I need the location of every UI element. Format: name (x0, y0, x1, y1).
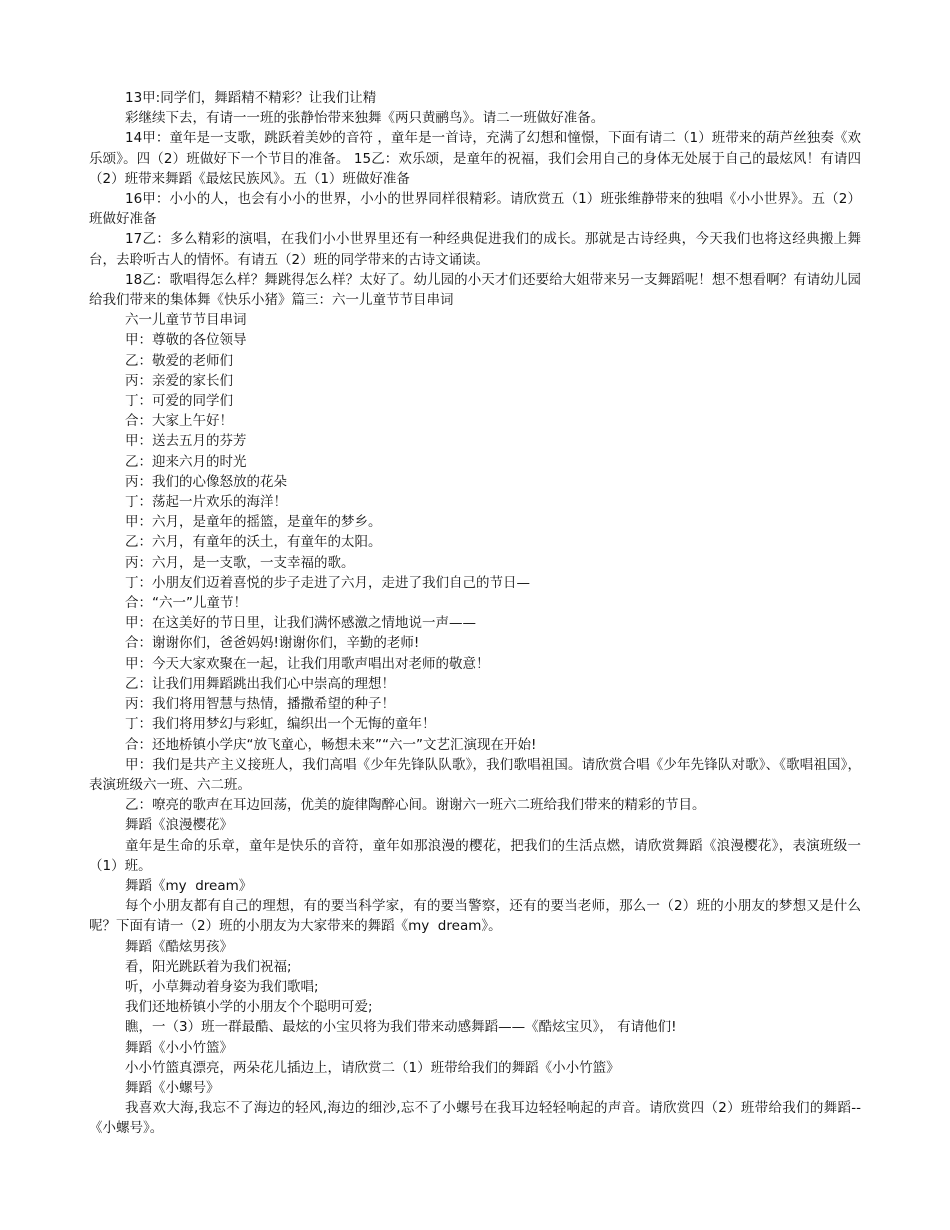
program-title: 舞蹈《小小竹篮》 (125, 1039, 233, 1056)
document-body (89, 88, 861, 1139)
paragraph: 每个小朋友都有自己的理想，有的要当科学家，有的要当警察，还有的要当老师，那么一（2）班的小朋友的梦想又是什么呢？下面有请一（2）班的小朋友为大家带来的舞蹈《my dream》。 (89, 898, 861, 935)
paragraph: 17乙：多么精彩的演唱，在我们小小世界里还有一种经典促进我们的成长。那就是古诗经典，今天我们也将这经典搬上舞台，去聆听古人的情怀。有请五（2）班的同学带来的古诗文诵读。 (89, 231, 861, 268)
paragraph: 童年是生命的乐章，童年是快乐的音符，童年如那浪漫的樱花，把我们的生活点燃，请欣赏舞蹈《浪漫樱花》，表演班级一（1）班。 (89, 837, 861, 874)
paragraph: 看，阳光跳跃着为我们祝福; (125, 958, 292, 975)
script-line: 甲：尊敬的各位领导 (125, 332, 247, 349)
paragraph: 小小竹篮真漂亮，两朵花儿插边上，请欣赏二（1）班带给我们的舞蹈《小小竹篮》 (125, 1059, 620, 1076)
paragraph: 听，小草舞动着身姿为我们歌唱; (125, 978, 319, 995)
paragraph: 16甲：小小的人，也会有小小的世界，小小的世界同样很精彩。请欣赏五（1）班张维静带来的独唱《小小世界》。五（2）班做好准备 (89, 191, 861, 228)
script-line: 乙：迎来六月的时光 (125, 453, 247, 470)
script-line: 丙：我们将用智慧与热情，播撒希望的种子！ (125, 696, 395, 713)
paragraph: 13甲:同学们，舞蹈精不精彩？让我们让精 (125, 90, 377, 106)
script-line: 丁：可爱的同学们 (125, 393, 233, 410)
paragraph: 18乙：歌唱得怎么样？舞跳得怎么样？太好了。幼儿园的小天才们还要给大姐带来另一支舞蹈呢！想不想看啊？有请幼儿园给我们带来的集体舞《快乐小猪》篇三：六一儿童节节目串词 (89, 271, 861, 309)
script-line: 丙：六月，是一支歌，一支幸福的歌。 (125, 554, 355, 571)
script-line: 丁：我们将用梦幻与彩虹，编织出一个无悔的童年！ (125, 716, 436, 733)
section-heading: 六一儿童节节目串词 (125, 312, 247, 329)
script-line: 丙：我们的心像怒放的花朵 (125, 473, 287, 490)
script-line: 合：“六一”儿童节！ (125, 595, 247, 612)
script-line: 丙：亲爱的家长们 (125, 372, 233, 389)
script-line: 甲：今天大家欢聚在一起，让我们用歌声唱出对老师的敬意！ (125, 655, 490, 672)
paragraph: 我们还地桥镇小学的小朋友个个聪明可爱; (125, 999, 373, 1016)
script-line: 丁：荡起一片欢乐的海洋！ (125, 494, 287, 511)
script-line: 合：还地桥镇小学庆“放飞童心，畅想未来”“六一”文艺汇演现在开始! (125, 736, 537, 753)
script-line: 乙：嘹亮的歌声在耳边回荡，优美的旋律陶醉心间。谢谢六一班六二班给我们带来的精彩的节目。 (125, 797, 706, 814)
script-line: 乙：敬爱的老师们 (125, 352, 233, 369)
script-line: 甲：我们是共产主义接班人，我们高唱《少年先锋队队歌》，我们歌唱祖国。请欣赏合唱《少年先锋队对歌》、《歌唱祖国》，表演班级六一班、六二班。 (89, 756, 861, 793)
paragraph: 瞧，一（3）班一群最酷、最炫的小宝贝将为我们带来动感舞蹈——《酷炫宝贝》， 有请他们! (125, 1019, 677, 1036)
paragraph: 我喜欢大海,我忘不了海边的轻风,海边的细沙,忘不了小螺号在我耳边轻轻响起的声音。请欣赏四（2）班带给我们的舞蹈--《小螺号》。 (89, 1100, 861, 1137)
script-line: 乙：让我们用舞蹈跳出我们心中崇高的理想！ (125, 675, 395, 692)
script-line: 合：谢谢你们，爸爸妈妈!谢谢你们，辛勤的老师! (125, 635, 420, 652)
program-title: 舞蹈《小螺号》 (125, 1079, 220, 1096)
paragraph: 彩继续下去，有请一一班的张静怡带来独舞《两只黄鹂鸟》。请二一班做好准备。 (125, 110, 605, 127)
program-title: 舞蹈《酷炫男孩》 (125, 938, 233, 955)
script-line: 甲：在这美好的节日里，让我们满怀感激之情地说一声—— (125, 615, 476, 632)
paragraph: 14甲：童年是一支歌，跳跃着美妙的音符 ，童年是一首诗，充满了幻想和憧憬，下面有请二（1）班带来的葫芦丝独奏《欢乐颂》。四（2）班做好下一个节目的准备。 15乙：欢乐颂，是童年的祝福，我们会用自己的身体无处展于自己的最炫风！有请四（2）班带来舞蹈《最炫民族风》。五（1）班做好准备 (89, 130, 861, 187)
program-title: 舞蹈《浪漫樱花》 (125, 817, 233, 834)
program-title: 舞蹈《my dream》 (125, 877, 253, 894)
script-line: 乙：六月，有童年的沃土，有童年的太阳。 (125, 534, 382, 551)
script-line: 甲：送去五月的芬芳 (125, 433, 247, 450)
script-line: 丁：小朋友们迈着喜悦的步子走进了六月，走进了我们自己的节日— (125, 574, 530, 591)
script-line: 甲：六月，是童年的摇篮，是童年的梦乡。 (125, 514, 382, 531)
script-line: 合：大家上午好！ (125, 413, 233, 430)
